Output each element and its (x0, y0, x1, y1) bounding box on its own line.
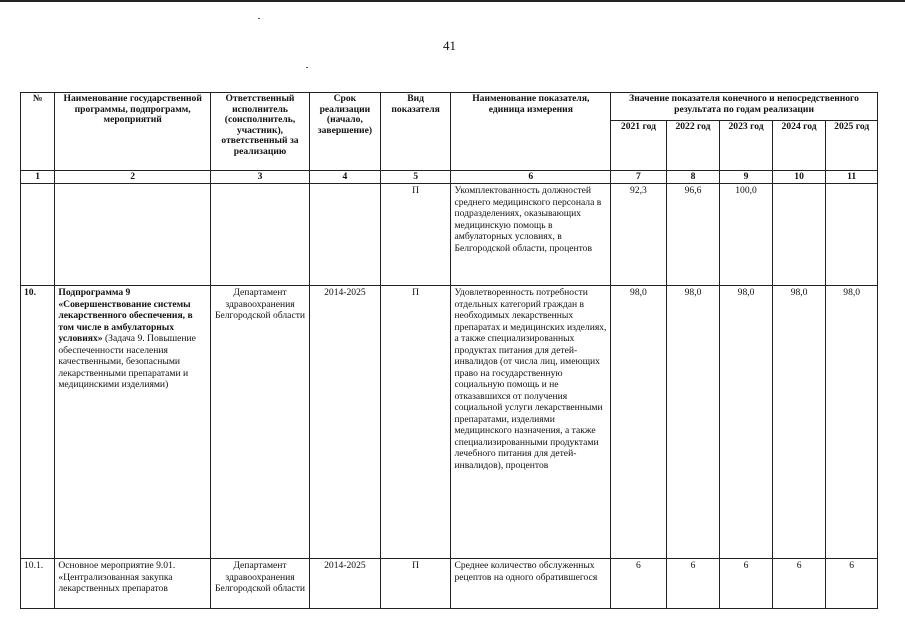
value-2024: 6 (772, 559, 826, 609)
row-executor: Департамент здравоохранения Белгородской области (210, 559, 309, 609)
row-name (55, 559, 211, 609)
row-indicator: Укомплектованность должностей среднего медицинского персонала в подразделениях, оказывающих медицинскую помощь в амбулаторных условиях, в Белгородской области, процентов (451, 184, 611, 286)
row-number: 10.1. (21, 559, 55, 609)
column-number-row (21, 171, 878, 184)
row-name-bold: Подпрограмма 9 «Совершенствование системы лекарственного обеспечения, в том числе в амбулаторных условиях» (58, 287, 193, 344)
scan-speck (258, 18, 260, 19)
value-2025: 98,0 (826, 286, 878, 559)
column-number: 5 (380, 171, 451, 184)
column-number: 6 (451, 171, 611, 184)
header-type: Вид показателя (380, 93, 451, 171)
scan-speck (306, 67, 308, 68)
value-2021: 98,0 (611, 286, 667, 559)
table-row (21, 184, 878, 286)
header-year-2024: 2024 год (772, 121, 826, 171)
row-term: 2014-2025 (310, 559, 381, 609)
column-number: 3 (210, 171, 309, 184)
value-2024: 98,0 (772, 286, 826, 559)
header-no: № (21, 93, 55, 171)
column-number: 11 (826, 171, 878, 184)
row-name (55, 286, 211, 559)
header-year-2022: 2022 год (666, 121, 720, 171)
column-number: 10 (772, 171, 826, 184)
row-term: 2014-2025 (310, 286, 381, 559)
header-values-group: Значение показателя конечного и непосредственного результата по годам реализации (611, 93, 878, 121)
column-number: 1 (21, 171, 55, 184)
column-number: 7 (611, 171, 667, 184)
row-indicator: Среднее количество обслуженных рецептов на одного обратившегося (451, 559, 611, 609)
table-row (21, 286, 878, 559)
value-2021: 6 (611, 559, 667, 609)
row-type: П (380, 559, 451, 609)
row-type: П (380, 184, 451, 286)
value-2022: 96,6 (666, 184, 720, 286)
row-number (21, 184, 55, 286)
header-year-2025: 2025 год (826, 121, 878, 171)
row-term (310, 184, 381, 286)
value-2022: 98,0 (666, 286, 720, 559)
header-year-2021: 2021 год (611, 121, 667, 171)
header-name: Наименование государственной программы, подпрограмм, мероприятий (55, 93, 211, 171)
row-indicator: Удовлетворенность потребности отдельных категорий граждан в необходимых лекарственных препаратах и медицинских изделиях, а также специализированных продуктах питания для детей-инвалидов (от числа лиц, имеющих право на государственную социальную помощь и не отказавшихся от получения социальной услуги лекарственными препаратами, изделиями медицинского назначения, а также специализированными продуктами лечебного питания для детей-инвалидов), процентов (451, 286, 611, 559)
column-number: 4 (310, 171, 381, 184)
value-2023: 100,0 (720, 184, 773, 286)
column-number: 9 (720, 171, 773, 184)
value-2025: 6 (826, 559, 878, 609)
value-2022: 6 (666, 559, 720, 609)
row-name-normal: Основное мероприятие 9.01. «Централизованная закупка лекарственных препаратов (58, 560, 176, 594)
header-term: Срок реализации (начало, завершение) (310, 93, 381, 171)
value-2023: 6 (720, 559, 773, 609)
header-indicator: Наименование показателя, единица измерения (451, 93, 611, 171)
value-2023: 98,0 (720, 286, 773, 559)
value-2025 (826, 184, 878, 286)
column-number: 8 (666, 171, 720, 184)
row-executor (210, 184, 309, 286)
header-year-2023: 2023 год (720, 121, 773, 171)
page-number: 41 (443, 38, 456, 53)
row-name (55, 184, 211, 286)
indicator-table (20, 92, 878, 609)
value-2024 (772, 184, 826, 286)
row-number: 10. (21, 286, 55, 559)
row-name-normal: (Задача 9. Повышение обеспеченности населения качественными, безопасными лекарственными препаратами и медицинскими изделиями) (58, 333, 196, 390)
header-executor: Ответственный исполнитель (соисполнитель, участник), ответственный за реализацию (210, 93, 309, 171)
table-row (21, 559, 878, 609)
column-number: 2 (55, 171, 211, 184)
page-top-border (0, 0, 905, 2)
row-executor: Департамент здравоохранения Белгородской области (210, 286, 309, 559)
value-2021: 92,3 (611, 184, 667, 286)
row-type: П (380, 286, 451, 559)
